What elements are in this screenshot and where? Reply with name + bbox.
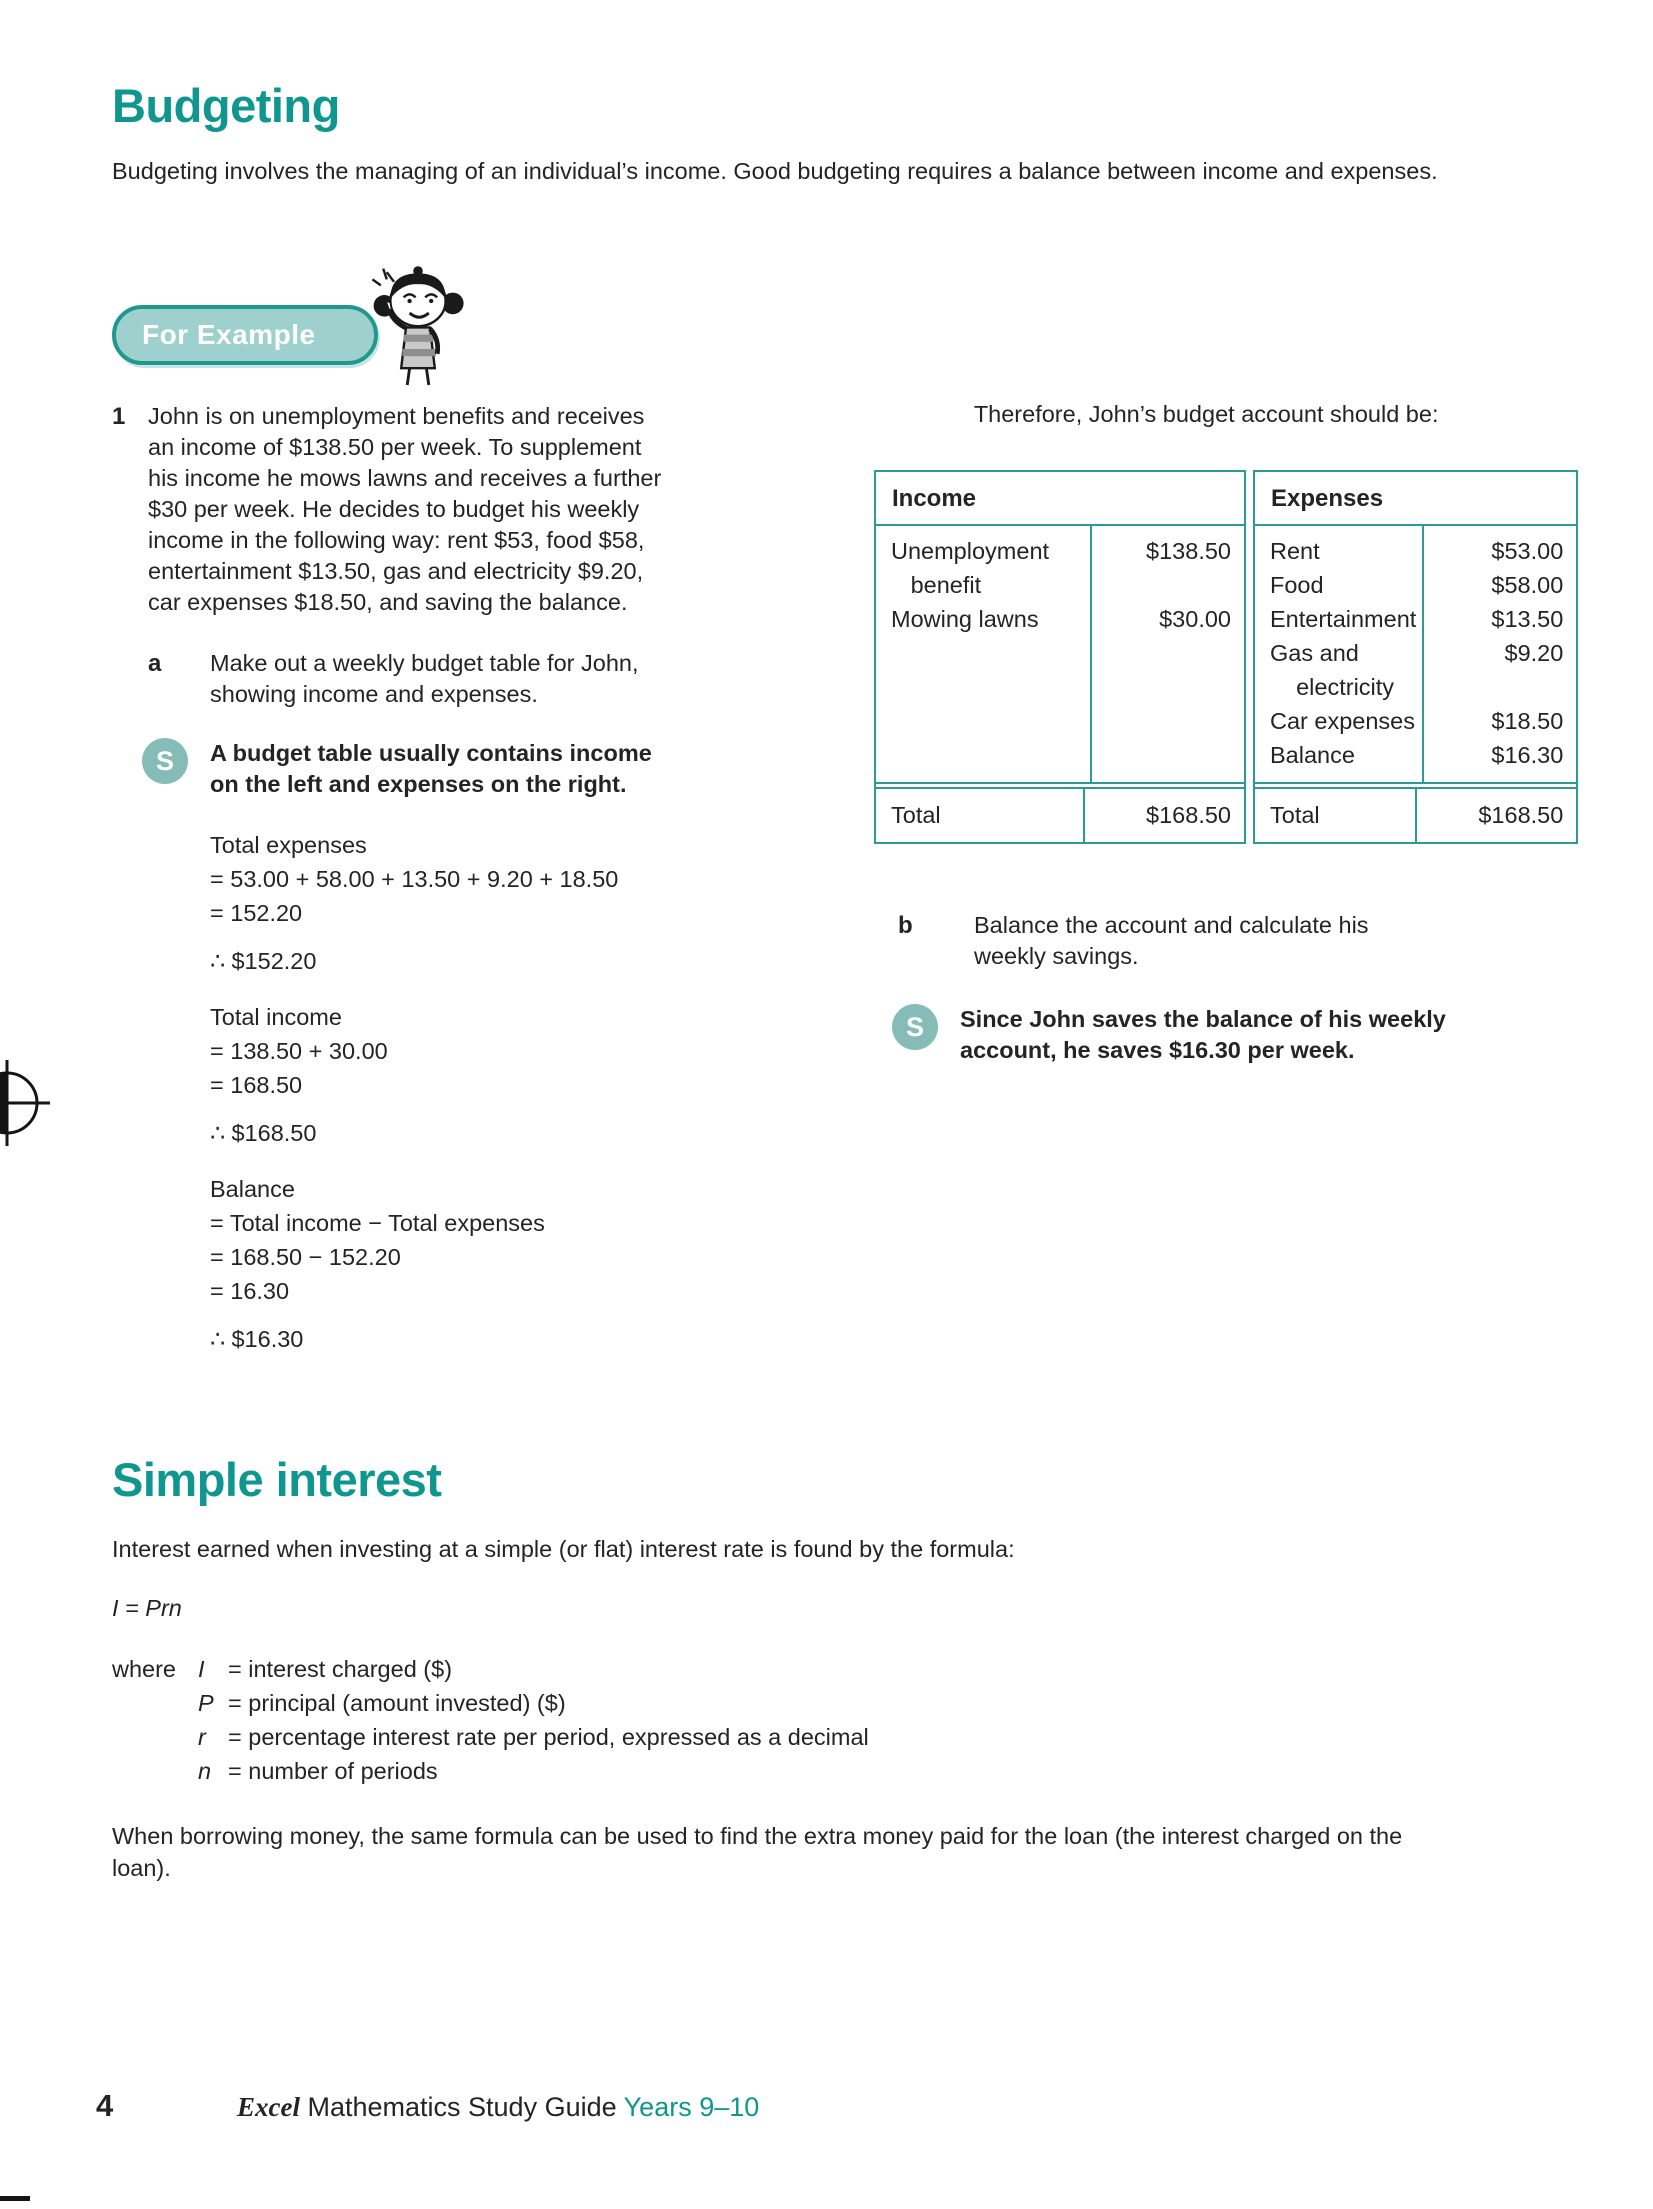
for-example-badge (112, 305, 378, 365)
for-example-banner (112, 299, 592, 363)
work-lines (210, 862, 812, 930)
work-total-income (210, 1000, 812, 1150)
problem-1 (112, 401, 812, 618)
expense-item: Food (1270, 572, 1324, 598)
work-line: = 53.00 + 58.00 + 13.50 + 9.20 + 18.50 (210, 866, 619, 892)
work-heading: Total income (210, 1004, 342, 1030)
page-footer (0, 2086, 1653, 2132)
part-b-text: Balance the account and calculate his weekly savings. (974, 912, 1369, 969)
expenses-total-label: Total (1270, 802, 1320, 828)
definition-text: = interest charged ($) (228, 1656, 453, 1682)
expense-amount: $9.20 (1504, 640, 1564, 666)
page-title: Budgeting (112, 79, 340, 132)
part-a-text: Make out a weekly budget table for John, showing income and expenses. (210, 650, 639, 707)
simple-interest-intro: Interest earned when investing at a simple (or flat) interest rate is found by the formula: (112, 1536, 1015, 1562)
symbol: P (198, 1690, 214, 1716)
expense-amount: $18.50 (1491, 708, 1564, 734)
formula-definitions (112, 1652, 1540, 1788)
expense-amount: $53.00 (1491, 538, 1564, 564)
expenses-items (1255, 526, 1422, 782)
expense-item: electricity (1270, 674, 1395, 700)
expense-item: Balance (1270, 742, 1355, 768)
therefore-caption: Therefore, John’s budget account should be: (973, 401, 1439, 427)
income-amount (1098, 568, 1231, 602)
expenses-header: Expenses (1255, 472, 1576, 526)
simple-interest-outro: When borrowing money, the same formula can be used to find the extra money paid for the loan (the interest charged on the loan). (112, 1823, 1403, 1881)
work-lines (210, 1206, 812, 1308)
work-line: = Total income − Total expenses (210, 1210, 545, 1236)
expense-item: Gas and (1270, 640, 1359, 666)
for-example-label: For Example (142, 319, 316, 350)
expenses-table (1253, 470, 1578, 844)
expenses-total-amount: $168.50 (1415, 789, 1576, 842)
work-line: = 138.50 + 30.00 (210, 1038, 388, 1064)
expense-amount: $16.30 (1491, 742, 1564, 768)
expense-item: Car expenses (1270, 708, 1415, 734)
work-heading: Balance (210, 1176, 295, 1202)
registration-mark-icon (0, 1058, 52, 1148)
solution-b (874, 1004, 1578, 1066)
work-total-expenses (210, 828, 812, 978)
work-result: ∴ $16.30 (210, 1326, 304, 1352)
part-b (874, 910, 1578, 972)
expenses-body (1255, 526, 1576, 784)
brand-logo-text: Excel (237, 2092, 300, 2122)
work-line: = 16.30 (210, 1278, 290, 1304)
definition-row (112, 1686, 1540, 1720)
income-item: Mowing lawns (891, 606, 1039, 632)
part-b-label: b (898, 912, 913, 939)
working-out (210, 828, 812, 1356)
work-result: ∴ $152.20 (210, 948, 317, 974)
definition-row (112, 1720, 1540, 1754)
income-header: Income (876, 472, 1244, 526)
income-table (874, 470, 1246, 844)
work-line: = 168.50 − 152.20 (210, 1244, 401, 1270)
work-lines (210, 1034, 812, 1102)
example-left-column (112, 401, 812, 1356)
example-right-column (846, 401, 1578, 1356)
budget-table (874, 470, 1578, 844)
income-total-label: Total (891, 802, 941, 828)
income-items (876, 526, 1090, 782)
income-total-amount: $168.50 (1083, 789, 1244, 842)
work-result: ∴ $168.50 (210, 1120, 317, 1146)
footer-title (237, 2092, 759, 2123)
definition-row (112, 1652, 1540, 1686)
part-a-label: a (148, 650, 162, 677)
income-amounts (1090, 526, 1244, 782)
expenses-total-row (1255, 787, 1576, 842)
question-number: 1 (112, 403, 126, 430)
solution-badge-icon: S (142, 738, 188, 784)
where-label: where (112, 1656, 177, 1682)
income-total-row (876, 787, 1244, 842)
series-title: Mathematics Study Guide (299, 2092, 624, 2122)
crop-mark-dash (0, 2196, 30, 2201)
income-amount: $30.00 (1159, 606, 1231, 632)
solution-badge-icon: S (892, 1004, 938, 1050)
symbol: n (198, 1758, 212, 1784)
page-number: 4 (96, 2088, 114, 2123)
solution-b-text: Since John saves the balance of his weekly account, he saves $16.30 per week. (960, 1006, 1446, 1063)
expenses-amounts (1422, 526, 1576, 782)
expense-item: Entertainment (1270, 606, 1417, 632)
expense-item: Rent (1270, 538, 1320, 564)
part-a (148, 648, 812, 710)
simple-interest-section (112, 1452, 1540, 1884)
years-label: Years 9–10 (623, 2092, 760, 2122)
expense-amount: $58.00 (1491, 572, 1564, 598)
definition-text: = percentage interest rate per period, expressed as a decimal (228, 1724, 869, 1750)
expense-amount: $13.50 (1491, 606, 1564, 632)
definition-row (112, 1754, 1540, 1788)
symbol: r (198, 1724, 206, 1750)
income-body (876, 526, 1244, 784)
definition-text: = principal (amount invested) ($) (228, 1690, 566, 1716)
income-item: benefit (891, 572, 982, 598)
income-item: Unemployment (891, 538, 1050, 564)
intro-paragraph: Budgeting involves the managing of an individual’s income. Good budgeting requires a balance between income and expenses. (112, 158, 1438, 184)
simple-interest-title: Simple interest (112, 1453, 442, 1506)
expense-amount (1430, 670, 1563, 704)
solution-a-note: A budget table usually contains income on the left and expenses on the right. (210, 740, 652, 797)
mascot-girl-illustration (370, 265, 466, 391)
worked-example (112, 401, 1564, 1356)
interest-formula: I = Prn (112, 1595, 182, 1621)
work-balance (210, 1172, 812, 1356)
work-heading: Total expenses (210, 832, 367, 858)
income-amount: $138.50 (1146, 538, 1231, 564)
work-line: = 168.50 (210, 1072, 303, 1098)
solution-a (112, 738, 812, 800)
work-line: = 152.20 (210, 900, 303, 926)
symbol: I (198, 1656, 205, 1682)
question-text: John is on unemployment benefits and receives an income of $138.50 per week. To supplement his income he mows lawns and receives a further $30 per week. He decides to budget his weekly income in the following way: rent $53, food $58, entertainment $13.50, gas and electricity $9.20, car expenses $18.50, and saving the balance. (148, 403, 662, 615)
definition-text: = number of periods (228, 1758, 438, 1784)
